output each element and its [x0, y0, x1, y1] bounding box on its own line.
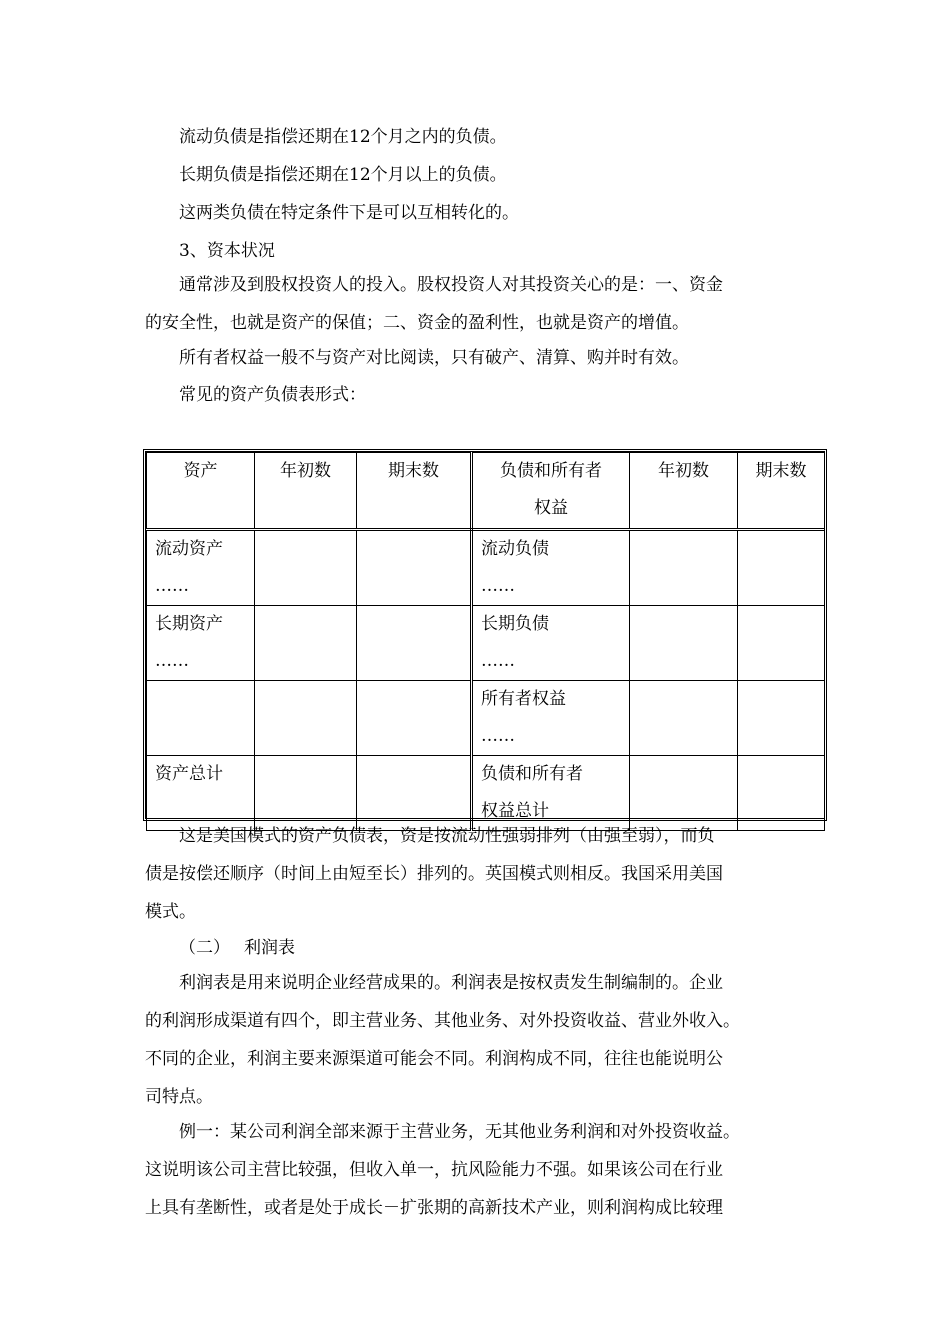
paragraph-owners-equity [145, 339, 815, 377]
text-line: 的安全性，也就是资产的保值；二、资金的盈利性，也就是资产的增值。 [145, 313, 689, 333]
text-line: 不同的企业，利润主要来源渠道可能会不同。利润构成不同，往往也能说明公 [145, 1049, 723, 1069]
cell-line: …… [481, 726, 515, 746]
text-line: 流动负债是指偿还期在12个月之内的负债。 [179, 127, 507, 147]
cell-line: …… [155, 651, 189, 671]
cell-liability [472, 681, 630, 756]
header-ending: 期末数 [357, 453, 472, 530]
cell-empty [255, 681, 357, 756]
text-line: 这说明该公司主营比较强，但收入单一，抗风险能力不强。如果该公司在行业 [145, 1160, 723, 1180]
paragraph-form [145, 376, 815, 414]
cell-empty [738, 606, 825, 681]
header-ending-2: 期末数 [738, 453, 825, 530]
text-line: 这是美国模式的资产负债表，资是按流动性强弱排列（由强至弱），而负 [179, 826, 715, 846]
cell-line: 权益总计 [481, 801, 549, 821]
text-line: 所有者权益一般不与资产对比阅读，只有破产、清算、购并时有效。 [179, 348, 689, 368]
cell-empty [738, 530, 825, 606]
table-row [147, 530, 825, 606]
cell-line: 资产总计 [155, 764, 223, 784]
text-line: 3、资本状况 [179, 241, 275, 261]
cell-empty [630, 530, 738, 606]
paragraph-us-model [145, 817, 815, 931]
paragraph-investor [145, 266, 815, 342]
text-line: 这两类负债在特定条件下是可以互相转化的。 [179, 203, 519, 223]
table-row [147, 681, 825, 756]
heading-title: 利润表 [244, 938, 295, 958]
balance-sheet-table [143, 449, 827, 821]
cell-empty [255, 530, 357, 606]
header-beginning: 年初数 [255, 453, 357, 530]
text-line: 通常涉及到股权投资人的投入。股权投资人对其投资关心的是：一、资金 [179, 275, 723, 295]
text-line: 的利润形成渠道有四个，即主营业务、其他业务、对外投资收益、营业外收入。 [145, 1011, 740, 1031]
cell-liability [472, 530, 630, 606]
text-line: 债是按偿还顺序（时间上由短至长）排列的。英国模式则相反。我国采用美国 [145, 864, 723, 884]
table-row [147, 606, 825, 681]
text-line: 例一：某公司利润全部来源于主营业务，无其他业务利润和对外投资收益。 [179, 1122, 740, 1142]
heading-number: （二） [179, 938, 230, 958]
cell-line: 长期资产 [155, 614, 223, 634]
cell-empty [630, 681, 738, 756]
paragraph-current-liabilities [145, 118, 815, 156]
header-line: 权益 [534, 498, 568, 518]
cell-line: …… [155, 576, 189, 596]
header-line: 负债和所有者 [500, 461, 602, 481]
cell-asset [147, 530, 255, 606]
text-line: 上具有垄断性，或者是处于成长－扩张期的高新技术产业，则利润构成比较理 [145, 1198, 723, 1218]
cell-asset [147, 681, 255, 756]
text-line: 常见的资产负债表形式： [179, 385, 366, 405]
paragraph-conversion [145, 194, 815, 232]
cell-line: 流动负债 [481, 539, 549, 559]
header-beginning-2: 年初数 [630, 453, 738, 530]
header-liabilities-equity [472, 453, 630, 530]
cell-empty [357, 606, 472, 681]
cell-empty [738, 681, 825, 756]
cell-asset [147, 606, 255, 681]
paragraph-long-term-liabilities [145, 156, 815, 194]
paragraph-example-one [145, 1113, 815, 1227]
table-header-row [147, 453, 825, 530]
text-line: 模式。 [145, 902, 196, 922]
section-heading-income-statement [145, 929, 815, 967]
cell-line: …… [481, 651, 515, 671]
cell-line: 负债和所有者 [481, 764, 583, 784]
cell-line: …… [481, 576, 515, 596]
cell-liability [472, 606, 630, 681]
section-heading-capital [145, 232, 815, 270]
paragraph-income-statement [145, 964, 815, 1116]
cell-line: 流动资产 [155, 539, 223, 559]
cell-empty [630, 606, 738, 681]
cell-empty [255, 606, 357, 681]
text-line: 利润表是用来说明企业经营成果的。利润表是按权责发生制编制的。企业 [179, 973, 723, 993]
text-line: 长期负债是指偿还期在12个月以上的负债。 [179, 165, 507, 185]
header-assets: 资产 [147, 453, 255, 530]
cell-empty [357, 530, 472, 606]
cell-line: 所有者权益 [481, 689, 566, 709]
text-line: 司特点。 [145, 1087, 213, 1107]
cell-line: 长期负债 [481, 614, 549, 634]
cell-empty [357, 681, 472, 756]
